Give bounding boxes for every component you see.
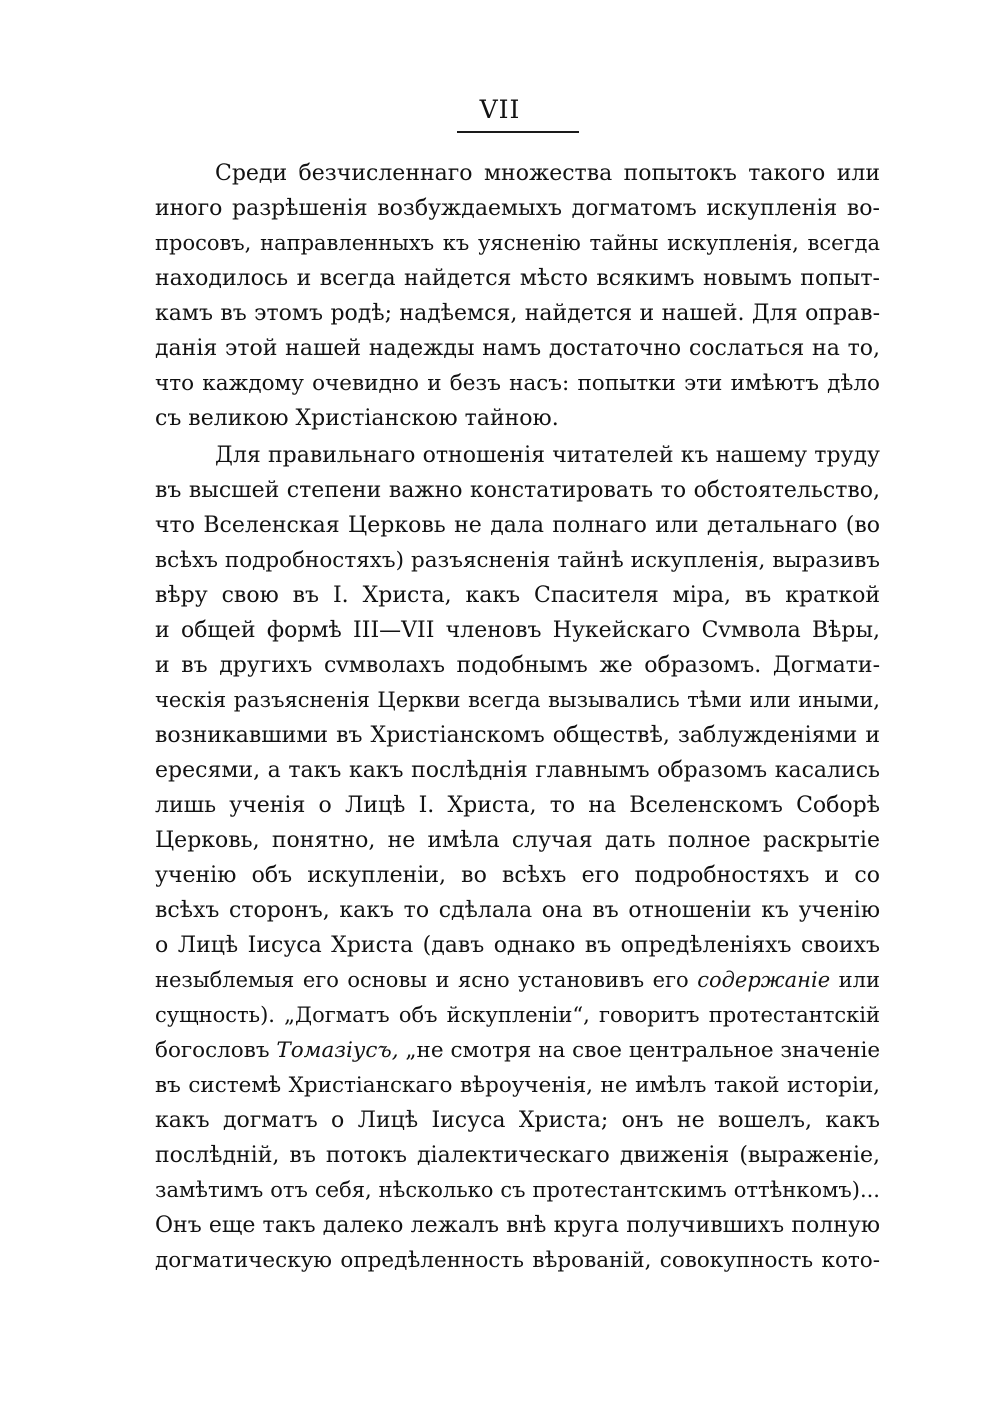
text-line: ческія разъясненія Церкви всегда вызывались тѣми или иными, [155,688,880,712]
text-line: камъ въ этомъ родѣ; надѣемся, найдется и нашей. Для оправ- [155,301,880,326]
italic-author-name: Томазіусъ, [276,1038,399,1063]
text-line: о Лицѣ Іисуса Христа (давъ однако въ опредѣленіяхъ своихъ [155,933,880,958]
text-line: ересями, а такъ какъ послѣднія главнымъ образомъ касались [155,758,880,783]
page-number: VII [479,95,521,124]
text-line: и общей формѣ III—VII членовъ Нукейскаго Сvмвола Вѣры, [155,618,880,643]
text-line: догматическую опредѣленность вѣрованій, совокупность кото- [155,1248,880,1273]
text-line: въ системѣ Христіанскаго вѣроученія, не имѣлъ такой исторіи, [155,1073,880,1098]
text-run: незыблемыя его основы и ясно установивъ его [155,968,698,992]
text-line: какъ догматъ о Лицѣ Іисуса Христа; онъ не вошелъ, какъ [155,1108,880,1133]
header-rule [457,131,579,133]
text-line: находилось и всегда найдется мѣсто всякимъ новымъ попыт- [155,266,880,291]
text-line: Онъ еще такъ далеко лежалъ внѣ круга получившихъ полную [155,1213,880,1238]
text-line: послѣдній, въ потокъ діалектическаго движенія (выраженіе, [155,1143,880,1168]
text-run: богословъ [155,1038,277,1063]
text-line: вѣру свою въ І. Христа, какъ Спасителя міра, въ краткой [155,583,880,608]
italic-term: содержаніе [697,968,831,992]
text-line: всѣхъ подробностяхъ) разъясненія тайнѣ искупленія, выразивъ [155,548,880,573]
text-line: Церковь, понятно, не имѣла случая дать полное раскрытіе [155,828,880,853]
text-line: ученію объ искупленіи, во всѣхъ его подробностяхъ и со [155,863,880,888]
text-line: въ высшей степени важно констатировать то обстоятельство, [155,478,880,503]
text-line: лишь ученія о Лицѣ І. Христа, то на Вселенскомъ Соборѣ [155,793,880,818]
text-line: съ великою Христіанскою тайною. [155,406,559,431]
text-run: или [830,968,880,992]
text-run: „не смотря на свое центральное значеніе [398,1038,880,1063]
text-line: что каждому очевидно и безъ насъ: попытки эти имѣютъ дѣло [155,371,880,396]
text-line: просовъ, направленныхъ къ уясненію тайны искупленія, всегда [155,231,880,255]
text-line [155,1033,880,1068]
text-line: данія этой нашей надежды намъ достаточно сослаться на то, [155,336,880,361]
text-line: возникавшими въ Христіанскомъ обществѣ, заблужденіями и [155,723,880,748]
body-text [155,156,880,1278]
text-line: иного разрѣшенія возбуждаемыхъ догматомъ искупленія во- [155,196,880,221]
text-line: Среди безчисленнаго множества попытокъ такого или [215,161,880,186]
text-line [155,963,880,998]
text-line: Для правильнаго отношенія читателей къ нашему труду [215,443,880,468]
text-line: замѣтимъ отъ себя, нѣсколько съ протестантскимъ оттѣнкомъ)... [155,1178,880,1202]
text-line: и въ другихъ сvмволахъ подобнымъ же образомъ. Догмати- [155,653,880,678]
text-line: всѣхъ сторонъ, какъ то сдѣлала она въ отношеніи къ ученію [155,898,880,923]
text-line: сущность). „Догматъ объ йскупленіи“, говоритъ протестантскій [155,1003,880,1027]
text-line: что Вселенская Церковь не дала полнаго или детальнаго (во [155,513,880,538]
